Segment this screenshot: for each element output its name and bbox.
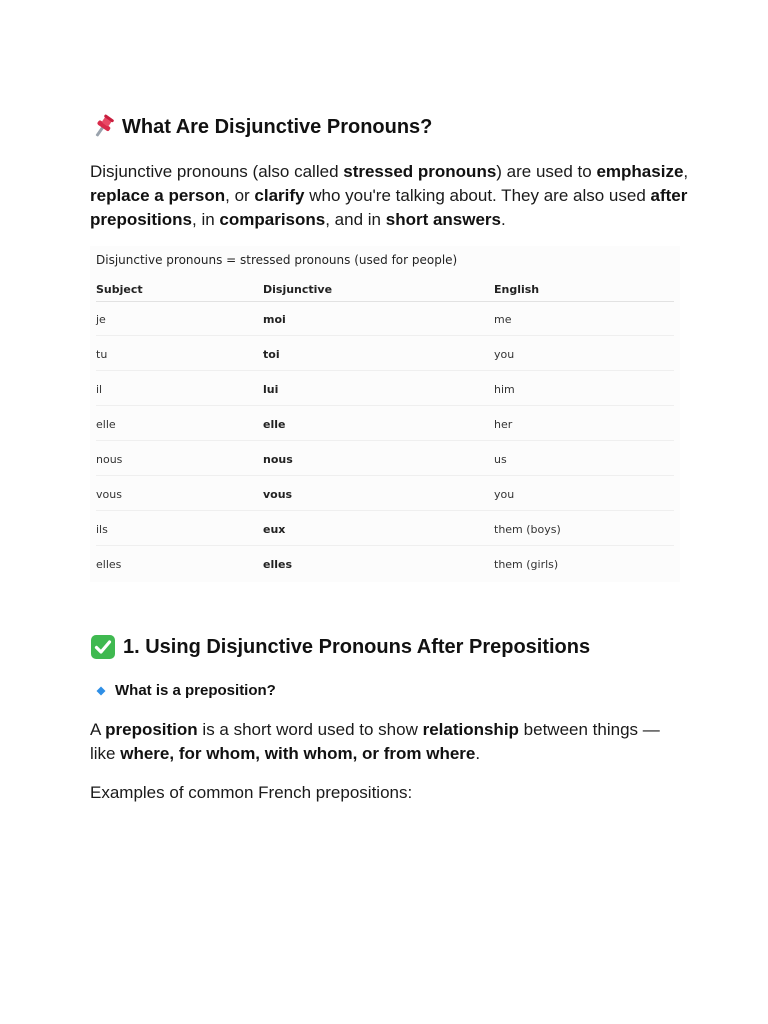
- text-run: is a short word used to show: [197, 720, 423, 739]
- text-run: Disjunctive pronouns (also called: [90, 162, 344, 181]
- bold-run: preposition: [105, 720, 198, 739]
- table-row: [90, 418, 680, 453]
- intro-paragraph: [90, 160, 690, 232]
- pushpin-icon: [90, 114, 116, 140]
- table-row: [90, 348, 680, 383]
- bold-run: stressed pronouns: [343, 162, 497, 181]
- table-row: [90, 453, 680, 488]
- cell-english: me: [494, 313, 512, 326]
- bold-run: short answers: [385, 210, 501, 229]
- cell-subject: vous: [96, 488, 122, 501]
- cell-disjunctive: toi: [263, 348, 280, 361]
- text-run: who you're talking about. They are also used: [304, 186, 651, 205]
- examples-label: Examples of common French prepositions:: [90, 783, 413, 802]
- cell-english: you: [494, 348, 515, 361]
- cell-disjunctive: vous: [263, 488, 293, 501]
- text-run: , and in: [325, 210, 386, 229]
- section-title: What Are Disjunctive Pronouns?: [122, 115, 433, 138]
- subheading-text: What is a preposition?: [115, 682, 276, 699]
- cell-english: her: [494, 418, 513, 431]
- cell-disjunctive: nous: [263, 453, 293, 466]
- section-title: 1. Using Disjunctive Pronouns After Prepositions: [123, 635, 591, 658]
- cell-subject: nous: [96, 453, 123, 466]
- column-header-english: English: [494, 283, 540, 296]
- row-divider: [96, 475, 674, 476]
- cell-disjunctive: eux: [263, 523, 286, 536]
- text-run: .: [475, 744, 481, 763]
- pronoun-table: [90, 246, 680, 582]
- row-divider: [96, 405, 674, 406]
- bold-run: relationship: [422, 720, 519, 739]
- cell-disjunctive: elles: [263, 558, 293, 571]
- text-run: .: [501, 210, 506, 229]
- row-divider: [96, 335, 674, 336]
- text-run: ) are used to: [496, 162, 597, 181]
- bold-run: clarify: [254, 186, 305, 205]
- cell-disjunctive: moi: [263, 313, 286, 326]
- table-row: [90, 523, 680, 558]
- cell-subject: elle: [96, 418, 116, 431]
- section-heading-prepositions: [90, 634, 590, 660]
- text-run: A: [90, 720, 106, 739]
- definition-paragraph: [90, 718, 680, 766]
- cell-english: them (girls): [494, 558, 559, 571]
- cell-disjunctive: elle: [263, 418, 286, 431]
- row-divider: [96, 370, 674, 371]
- table-caption: Disjunctive pronouns = stressed pronouns (used for people): [96, 253, 458, 267]
- cell-english: us: [494, 453, 507, 466]
- table-row: [90, 558, 680, 593]
- check-mark-icon: [90, 634, 116, 660]
- bold-run: emphasize: [596, 162, 684, 181]
- text-run: , in: [192, 210, 220, 229]
- bold-run: after prepositions: [90, 186, 688, 229]
- cell-subject: il: [96, 383, 103, 396]
- cell-disjunctive: lui: [263, 383, 279, 396]
- column-header-subject: Subject: [96, 283, 143, 296]
- bold-run: replace a person: [90, 186, 226, 205]
- table-row: [90, 383, 680, 418]
- table-row: [90, 488, 680, 523]
- row-divider: [96, 510, 674, 511]
- row-divider: [96, 545, 674, 546]
- table-row: [90, 313, 680, 348]
- column-header-disjunctive: Disjunctive: [263, 283, 333, 296]
- cell-english: you: [494, 488, 515, 501]
- cell-subject: tu: [96, 348, 108, 361]
- row-divider: [96, 440, 674, 441]
- bold-run: where, for whom, with whom, or from where: [120, 744, 476, 763]
- text-run: between things — like: [90, 720, 660, 763]
- cell-subject: ils: [96, 523, 108, 536]
- cell-subject: je: [96, 313, 106, 326]
- section-heading-disjunctive: [90, 114, 432, 140]
- subheading-what-is-preposition: [96, 682, 276, 699]
- text-run: ,: [683, 162, 689, 181]
- cell-english: them (boys): [494, 523, 561, 536]
- cell-subject: elles: [96, 558, 122, 571]
- cell-english: him: [494, 383, 515, 396]
- blue-diamond-icon: [96, 686, 106, 696]
- header-divider: [96, 301, 674, 302]
- bold-run: comparisons: [219, 210, 326, 229]
- text-run: , or: [225, 186, 255, 205]
